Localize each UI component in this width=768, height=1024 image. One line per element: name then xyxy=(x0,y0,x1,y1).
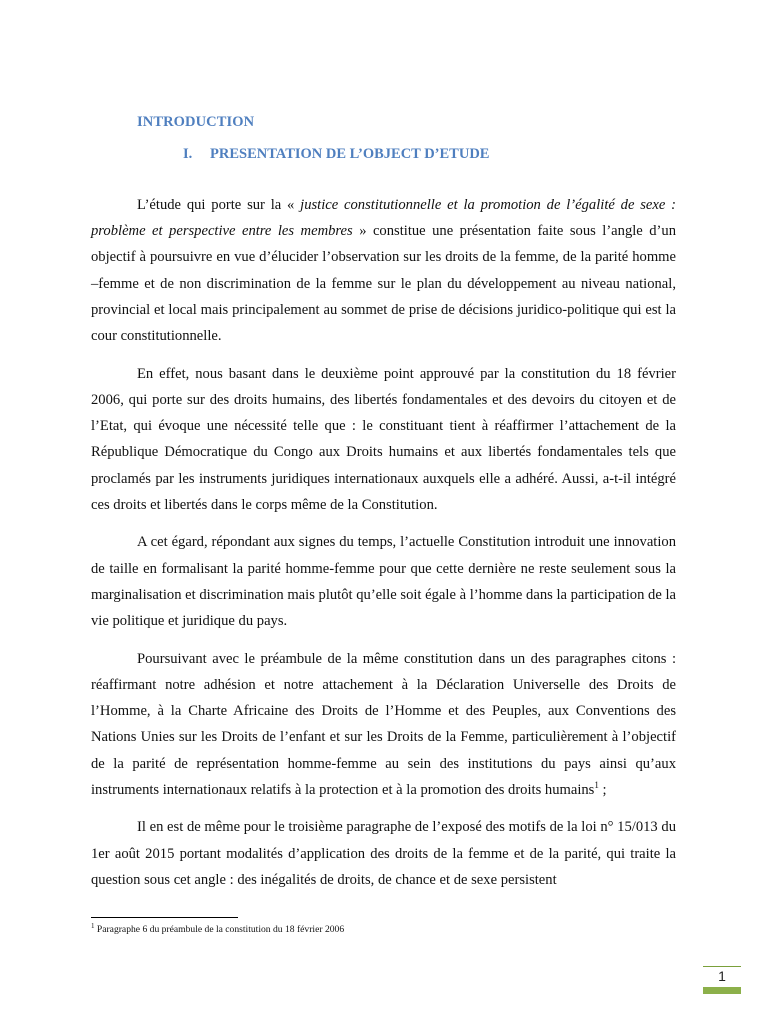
section-title: PRESENTATION DE L’OBJECT D’ETUDE xyxy=(210,146,490,162)
footnote-mark: 1 xyxy=(91,922,95,930)
paragraph-5: Il en est de même pour le troisième paragraphe de l’exposé des motifs de la loi n° 15/013 du 1er août 2015 portant modalités d’application des droits de la femme et de la parité, qui traite la question sous cet angle : des inégalités de droits, de chance et de sexe persistent xyxy=(91,819,676,888)
page-number-top-rule xyxy=(703,966,741,967)
body-text xyxy=(91,192,676,893)
paragraph-2: En effet, nous basant dans le deuxième point approuvé par la constitution du 18 février 2006, qui porte sur des droits humains, des libertés fondamentales et des devoirs du citoyen et de l’Etat, qui évoque une nécessité telle que : le constituant tient à réaffirmer l’attachement de la République Démocratique du Congo aux Droits humains et aux libertés fondamentales tels que proclamés par les instruments juridiques internationaux auxquels elle a adhéré. Aussi, a-t-il intégré ces droits et libertés dans le corps même de la Constitution. xyxy=(91,365,676,513)
footnote-text: Paragraphe 6 du préambule de la constitution du 18 février 2006 xyxy=(94,924,345,935)
paragraph-3: A cet égard, répondant aux signes du temps, l’actuelle Constitution introduit une innovation de taille en formalisant la parité homme-femme pour que cette dernière ne reste seulement sous la marginalisation et discrimination mais plutôt qu’elle soit égale à l’homme dans la participation de la vie politique et juridique du pays. xyxy=(91,534,676,630)
page-number: 1 xyxy=(718,968,726,984)
paragraph-1 xyxy=(91,192,676,349)
paragraph-1-rest: » constitue une présentation faite sous l’angle d’un objectif à poursuivre en vue d’élucider l’observation sur les droits de la femme, de la parité homme –femme et de non discrimination de la femme sur le plan du développement au niveau national, provincial et local mais principalement au sommet de prise de décisions juridico-politique qui est la cour constitutionnelle. xyxy=(91,223,676,345)
paragraph-4-tail: ; xyxy=(598,781,607,798)
footnote-reference[interactable]: 1 xyxy=(594,779,599,790)
footnote-separator xyxy=(91,917,238,918)
paragraph-4 xyxy=(91,646,676,803)
page-number-box xyxy=(703,966,741,994)
introduction-heading: INTRODUCTION xyxy=(137,114,255,130)
paragraph-1-title-italic: justice constitutionnelle et la promotion de l’égalité de sexe : problème et perspective entre les membres xyxy=(91,197,676,240)
section-heading xyxy=(183,146,489,163)
paragraph-1-lead: L’étude qui porte sur la « xyxy=(137,197,301,213)
page-number-accent-bar xyxy=(703,987,741,994)
section-number: I. xyxy=(183,146,193,162)
paragraph-4-text: Poursuivant avec le préambule de la même constitution dans un des paragraphes citons : réaffirmant notre adhésion et notre attachement à la Déclaration Universelle des Droits de l’Homme, à la Charte Africaine des Droits de l’Homme et des Peuples, aux Conventions des Nations Unies sur les Droits de l’enfant et sur les Droits de la Femme, particulièrement à l’objectif de la parité de représentation homme-femme au sein des institutions du pays ainsi qu’aux instruments internationaux relatifs à la protection et à la promotion des droits humains xyxy=(91,650,676,798)
footnote xyxy=(91,924,344,935)
